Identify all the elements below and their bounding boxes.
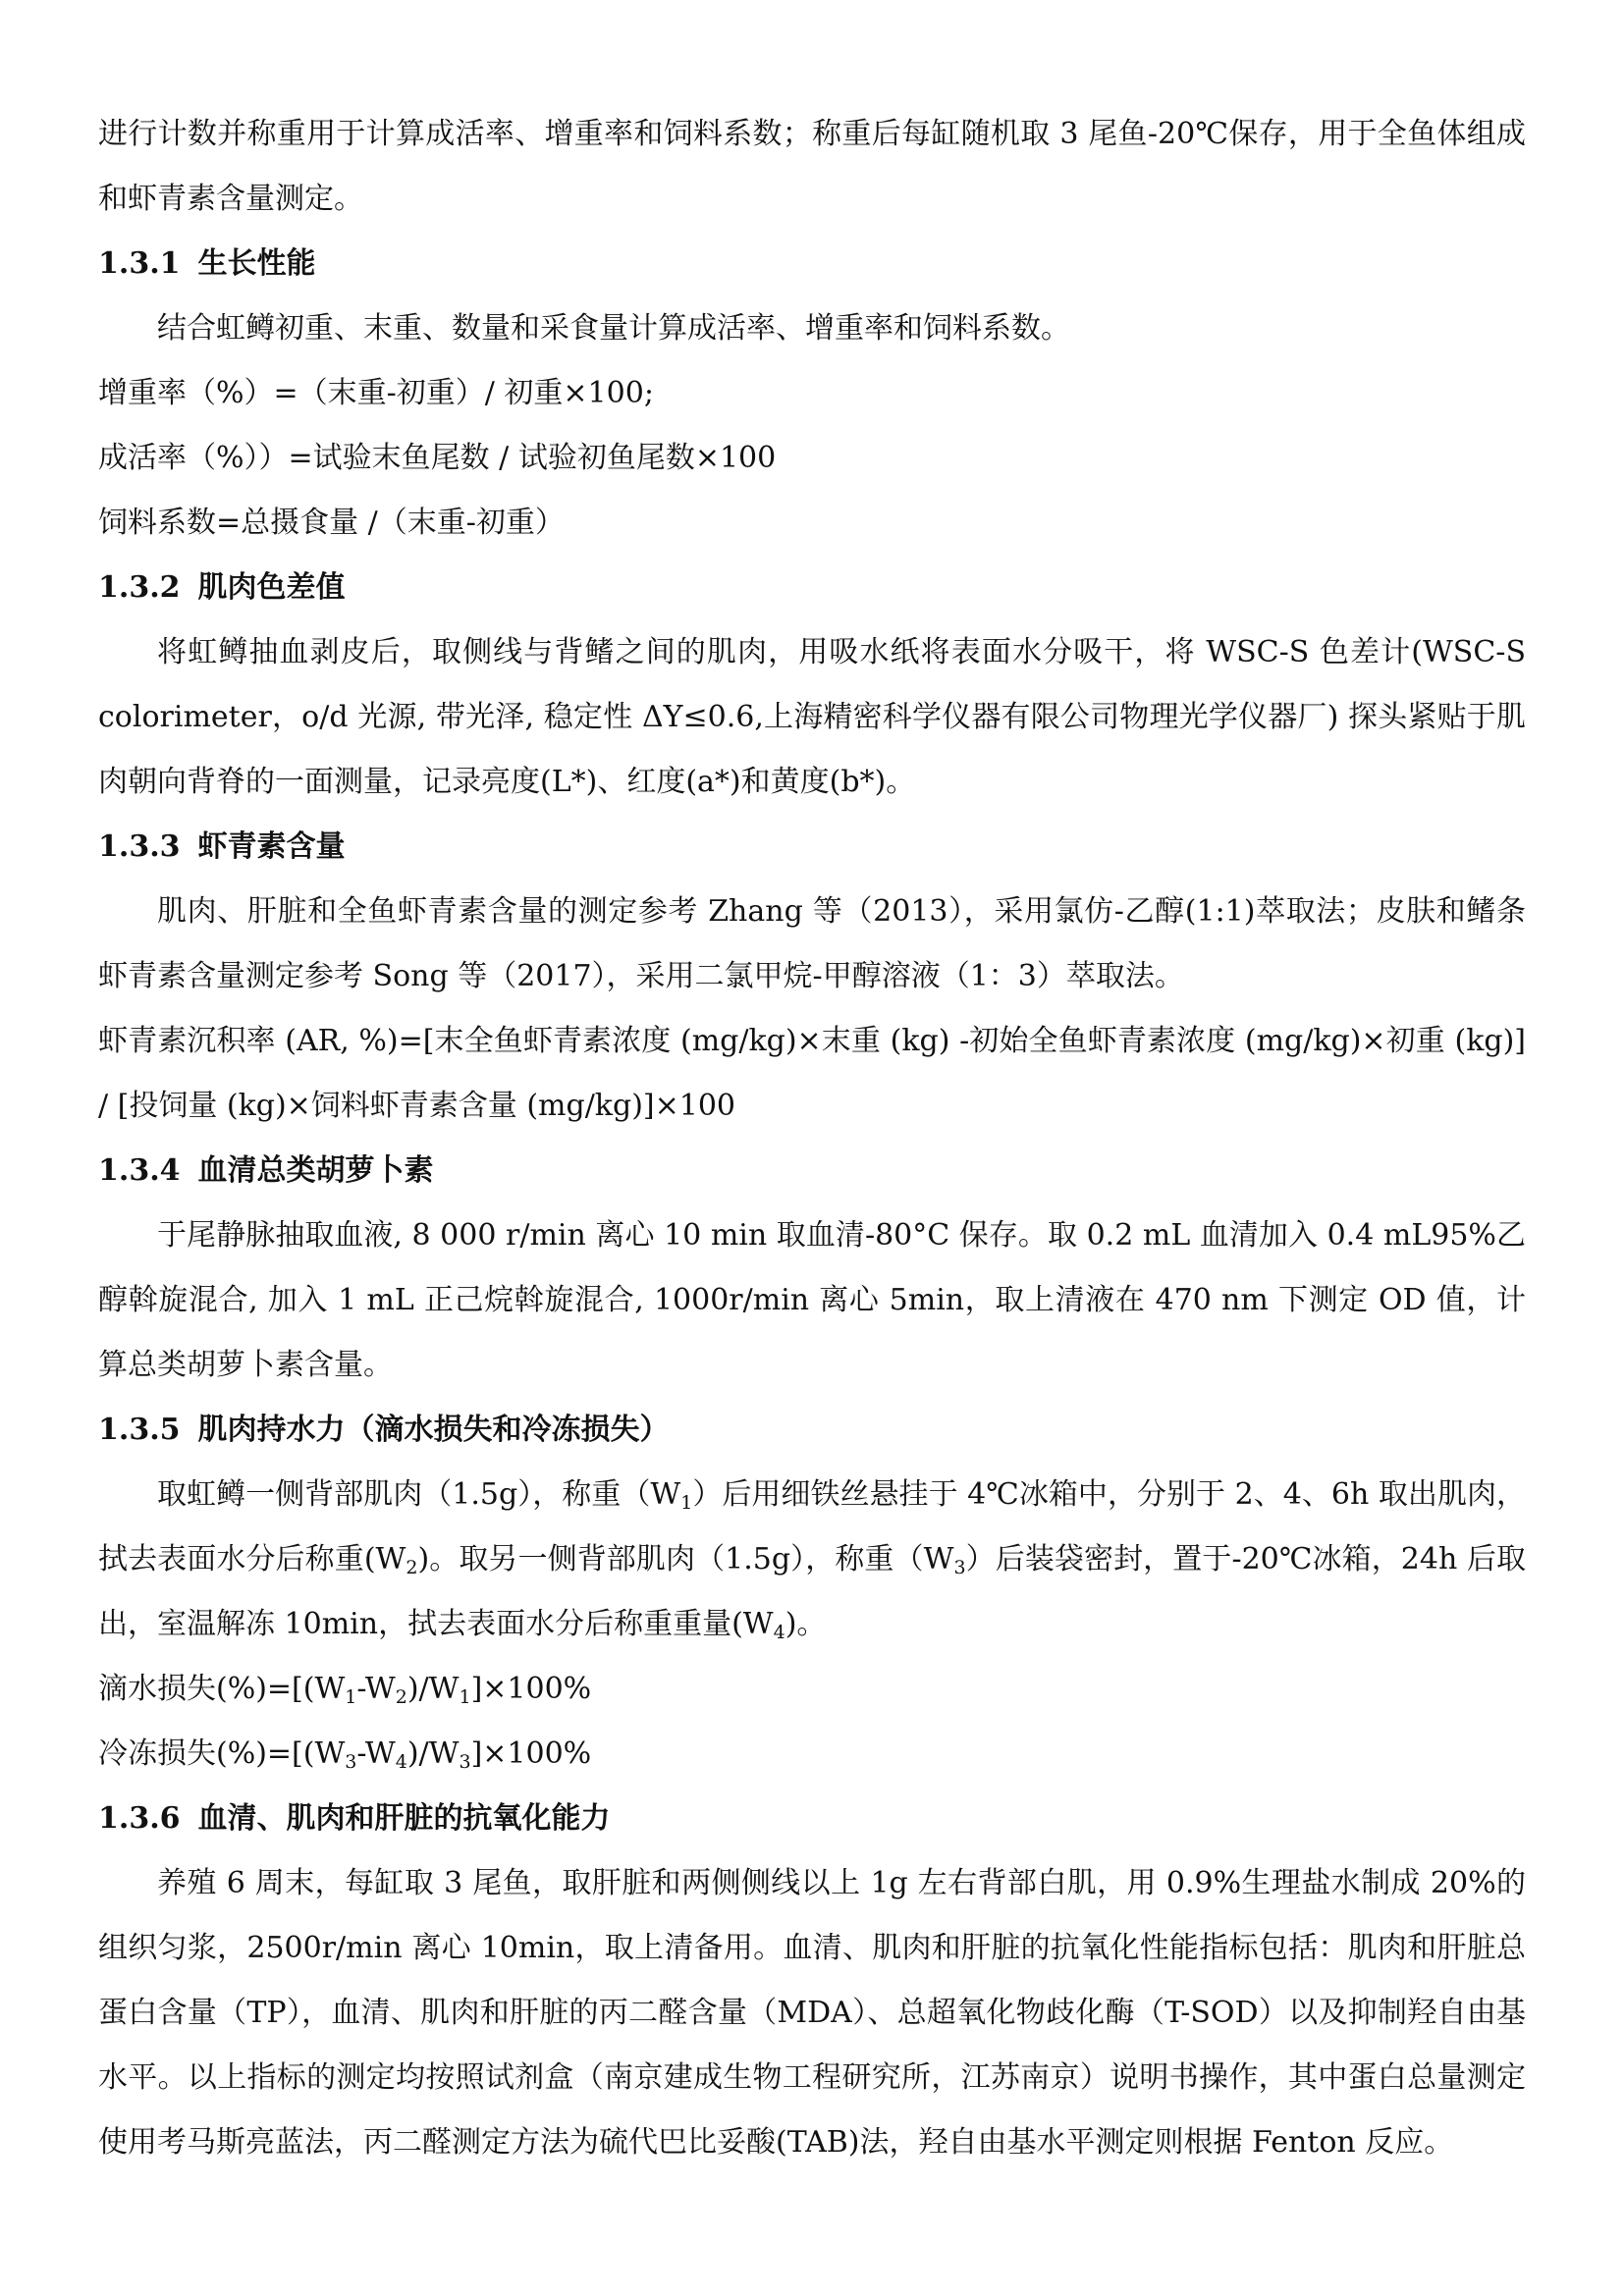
section-heading-1-3-1 [98, 232, 1526, 296]
text-run: ）后用细铁丝悬挂于 4℃冰箱中，分别于 2、4、6h 取出肌肉，拭去表面水分后称重(W [98, 1477, 1527, 1576]
text-run: ）后装袋密封，置于-20℃冰箱，24h 后取出，室温解冻 10min，拭去表面水分后称重重量(W [98, 1542, 1526, 1641]
section-heading-1-3-4 [98, 1139, 1526, 1203]
section-heading-1-3-3 [98, 815, 1526, 880]
astaxanthin-retention-formula: 虾青素沉积率 (AR, %)=[末全鱼虾青素浓度 (mg/kg)×末重 (kg) -初始全鱼虾青素浓度 (mg/kg)×初重 (kg)] / [投饲量 (kg)×饲料虾青素含量 (mg/kg)]×100 [98, 1024, 1526, 1123]
subscript: 1 [345, 1686, 357, 1708]
text-run: 取虹鳟一侧背部肌肉（1.5g），称重（W [157, 1477, 681, 1512]
water-holding-paragraph [98, 1463, 1526, 1657]
section-number: 1.3.3 [98, 829, 181, 864]
text-run: 冷冻损失(%)=[(W [98, 1736, 346, 1771]
section-title: 肌肉持水力（滴水损失和冷冻损失） [197, 1413, 670, 1447]
section-title: 肌肉色差值 [197, 570, 346, 605]
subscript: 2 [395, 1686, 407, 1708]
section-title: 血清、肌肉和肝脏的抗氧化能力 [197, 1801, 611, 1836]
text-run: 滴水损失(%)=[(W [98, 1672, 346, 1706]
page-content [98, 102, 1526, 2175]
subscript: 3 [459, 1751, 471, 1773]
section-number: 1.3.4 [98, 1153, 181, 1188]
text-run: -W [356, 1672, 396, 1706]
section-heading-1-3-2 [98, 556, 1526, 620]
text-run: -W [356, 1736, 396, 1771]
text-run: )。取另一侧背部肌肉（1.5g），称重（W [417, 1542, 954, 1576]
section-heading-1-3-6 [98, 1787, 1526, 1851]
freezing-loss-formula [98, 1722, 1526, 1787]
text-run: ]×100% [470, 1736, 592, 1771]
section-title: 生长性能 [197, 246, 316, 281]
subscript: 4 [773, 1622, 785, 1643]
feed-conversion-formula: 饲料系数=总摄食量 /（末重-初重） [98, 506, 565, 540]
section-number: 1.3.2 [98, 570, 181, 605]
section-title: 血清总类胡萝卜素 [197, 1153, 434, 1188]
color-difference-paragraph: 将虹鳟抽血剥皮后，取侧线与背鳍之间的肌肉，用吸水纸将表面水分吸干，将 WSC-S 色差计(WSC-S colorimeter，o/d 光源, 带光泽, 稳定性 ΔY≤0.6,上海精密科学仪器有限公司物理光学仪器厂) 探头紧贴于肌肉朝向背脊的一面测量，记录亮度(L*)、红度(a*)和黄度(b*)。 [98, 635, 1526, 799]
section-number: 1.3.1 [98, 246, 181, 281]
section-number: 1.3.5 [98, 1413, 181, 1447]
subscript: 4 [395, 1751, 407, 1773]
growth-paragraph: 结合虹鳟初重、末重、数量和采食量计算成活率、增重率和饲料系数。 [157, 311, 1070, 346]
drip-loss-formula [98, 1657, 1526, 1722]
weight-gain-formula: 增重率（%）=（末重-初重）/ 初重×100; [98, 376, 654, 410]
section-heading-1-3-5 [98, 1398, 1526, 1463]
subscript: 1 [680, 1492, 693, 1514]
section-title: 虾青素含量 [197, 829, 346, 864]
text-run: )/W [406, 1736, 460, 1771]
section-number: 1.3.6 [98, 1801, 181, 1836]
subscript: 1 [459, 1686, 471, 1708]
intro-paragraph: 进行计数并称重用于计算成活率、增重率和饲料系数；称重后每缸随机取 3 尾鱼-20℃保存，用于全鱼体组成和虾青素含量测定。 [98, 117, 1526, 216]
survival-rate-formula: 成活率（%））=试验末鱼尾数 / 试验初鱼尾数×100 [98, 441, 777, 475]
carotenoid-paragraph: 于尾静脉抽取血液, 8 000 r/min 离心 10 min 取血清-80°C 保存。取 0.2 mL 血清加入 0.4 mL95%乙醇斡旋混合, 加入 1 mL 正己烷斡旋混合, 1000r/min 离心 5min，取上清液在 470 nm 下测定 OD 值，计算总类胡萝卜素含量。 [98, 1218, 1526, 1382]
antioxidant-paragraph: 养殖 6 周末，每缸取 3 尾鱼，取肝脏和两侧侧线以上 1g 左右背部白肌，用 0.9%生理盐水制成 20%的组织匀浆，2500r/min 离心 10min，取上清备用。血清、肌肉和肝脏的抗氧化性能指标包括：肌肉和肝脏总蛋白含量（TP），血清、肌肉和肝脏的丙二醛含量（MDA）、总超氧化物歧化酶（T-SOD）以及抑制羟自由基水平。以上指标的测定均按照试剂盒（南京建成生物工程研究所，江苏南京）说明书操作，其中蛋白总量测定使用考马斯亮蓝法，丙二醛测定方法为硫代巴比妥酸(TAB)法，羟自由基水平测定则根据 Fenton 反应。 [98, 1866, 1526, 2160]
subscript: 2 [406, 1557, 418, 1578]
subscript: 3 [953, 1557, 966, 1578]
subscript: 3 [345, 1751, 357, 1773]
text-run: ]×100% [470, 1672, 592, 1706]
text-run: )/W [406, 1672, 460, 1706]
astaxanthin-paragraph: 肌肉、肝脏和全鱼虾青素含量的测定参考 Zhang 等（2013），采用氯仿-乙醇(1:1)萃取法；皮肤和鳍条虾青素含量测定参考 Song 等（2017），采用二氯甲烷-甲醇溶液（1：3）萃取法。 [98, 894, 1526, 993]
text-run: )。 [785, 1607, 827, 1641]
